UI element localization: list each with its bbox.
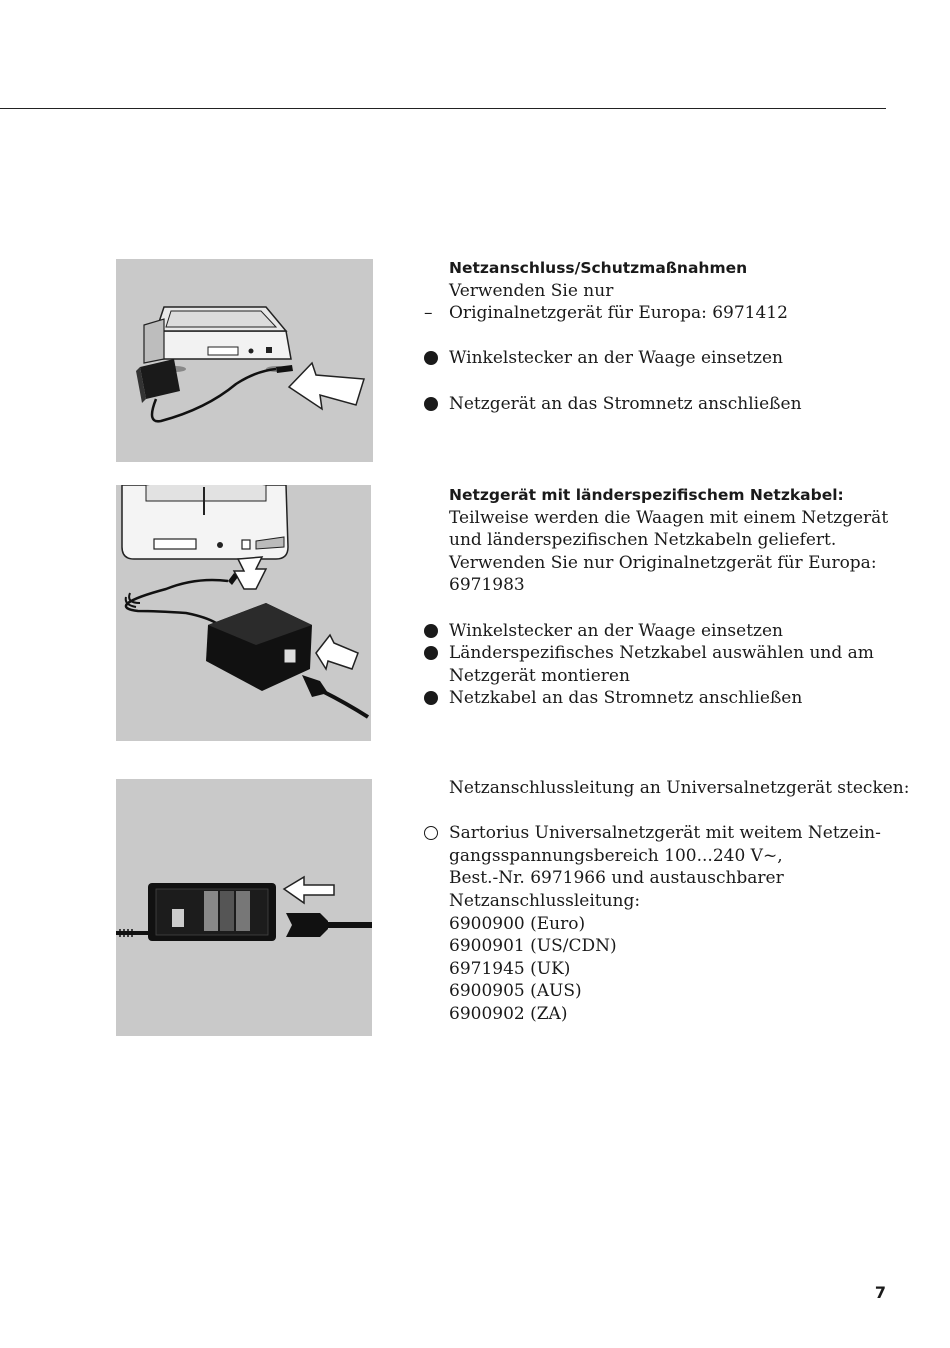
- section1-bullet: [424, 347, 894, 370]
- section3-item-text: 6900900 (Euro): [449, 913, 586, 934]
- ring-bullet-icon: [424, 826, 438, 840]
- page-number: 7: [874, 1283, 886, 1302]
- header-rule: [0, 108, 886, 109]
- figure-scale-power-supply: [116, 485, 371, 741]
- section2-bullet-text: Netzgerät montieren: [449, 665, 630, 686]
- section2-text-line: [424, 507, 894, 530]
- bullet-icon: [424, 691, 438, 705]
- section2-bullet-text: Netzkabel an das Stromnetz anschließen: [449, 688, 803, 709]
- section2-text-line: [424, 574, 894, 597]
- section1-intro: Verwenden Sie nur: [449, 280, 614, 301]
- bullet-icon: [424, 397, 438, 411]
- section3-item: [424, 822, 894, 845]
- section2-title: Netzgerät mit länderspezifischem Netzkabel:: [449, 486, 844, 504]
- section1-bullet: [424, 393, 894, 416]
- section2-text: Teilweise werden die Waagen mit einem Netzgerät: [449, 507, 889, 528]
- section2-text-line: [424, 529, 894, 552]
- section-netzanschluss: [424, 257, 894, 415]
- section2-text: 6971983: [449, 575, 525, 596]
- section2-text-line: [424, 552, 894, 575]
- section3-item-line: [424, 980, 894, 1003]
- section2-bullet: [424, 642, 894, 665]
- section1-title: Netzanschluss/Schutzmaßnahmen: [449, 259, 748, 277]
- section-universalnetzgeraet: [424, 777, 910, 1026]
- section2-bullet-continuation: [424, 665, 894, 688]
- section3-item-line: [424, 890, 894, 913]
- section3-intro-line: [424, 777, 910, 800]
- section1-intro-line: [424, 280, 894, 303]
- section3-item-text: 6900905 (AUS): [449, 981, 582, 1002]
- section3-item-text: 6971945 (UK): [449, 958, 571, 979]
- section3-item-text: 6900901 (US/CDN): [449, 936, 617, 957]
- section2-bullet: [424, 687, 894, 710]
- bullet-icon: [424, 351, 438, 365]
- section1-bullet-text: Winkelstecker an der Waage einsetzen: [449, 348, 783, 369]
- section3-item-line: [424, 1003, 894, 1026]
- figure-scale-adapter: [116, 259, 373, 462]
- section2-bullet-text: Winkelstecker an der Waage einsetzen: [449, 620, 783, 641]
- section3-item-line: [424, 913, 894, 936]
- section2-bullet: [424, 620, 894, 643]
- section-laenderspezifisch: [424, 484, 894, 710]
- section3-item-text: Netzanschlussleitung:: [449, 890, 641, 911]
- section2-text: und länderspezifischen Netzkabeln geliefert.: [449, 530, 837, 551]
- section3-item-text: gangsspannungsbereich 100...240 V~,: [449, 845, 783, 866]
- universal-supply-illustration: [116, 779, 372, 1036]
- figure-universal-power-supply: [116, 779, 372, 1036]
- section2-title-line: [424, 484, 894, 507]
- bullet-icon: [424, 624, 438, 638]
- section3-item-line: [424, 935, 894, 958]
- section3-item-text: Sartorius Universalnetzgerät mit weitem Netzein-: [449, 823, 881, 844]
- section3-intro: Netzanschlussleitung an Universalnetzgerät stecken:: [449, 778, 910, 798]
- scale-adapter-illustration: [116, 259, 373, 462]
- section3-item-line: [424, 845, 894, 868]
- section1-title-line: [424, 257, 894, 280]
- section3-item-line: [424, 867, 894, 890]
- section2-bullet-text: Länderspezifisches Netzkabel auswählen und am: [449, 643, 874, 664]
- section3-item-text: 6900902 (ZA): [449, 1003, 568, 1024]
- section2-text: Verwenden Sie nur Originalnetzgerät für Europa:: [449, 552, 877, 573]
- bullet-icon: [424, 646, 438, 660]
- section1-dash-item: [424, 302, 894, 325]
- section3-item-line: [424, 958, 894, 981]
- section3-item-text: Best.-Nr. 6971966 und austauschbarer: [449, 868, 784, 889]
- section1-bullet-text: Netzgerät an das Stromnetz anschließen: [449, 393, 802, 414]
- dash-marker: –: [424, 303, 433, 324]
- section1-dash-text: Originalnetzgerät für Europa: 6971412: [449, 303, 788, 324]
- power-supply-illustration: [116, 485, 371, 741]
